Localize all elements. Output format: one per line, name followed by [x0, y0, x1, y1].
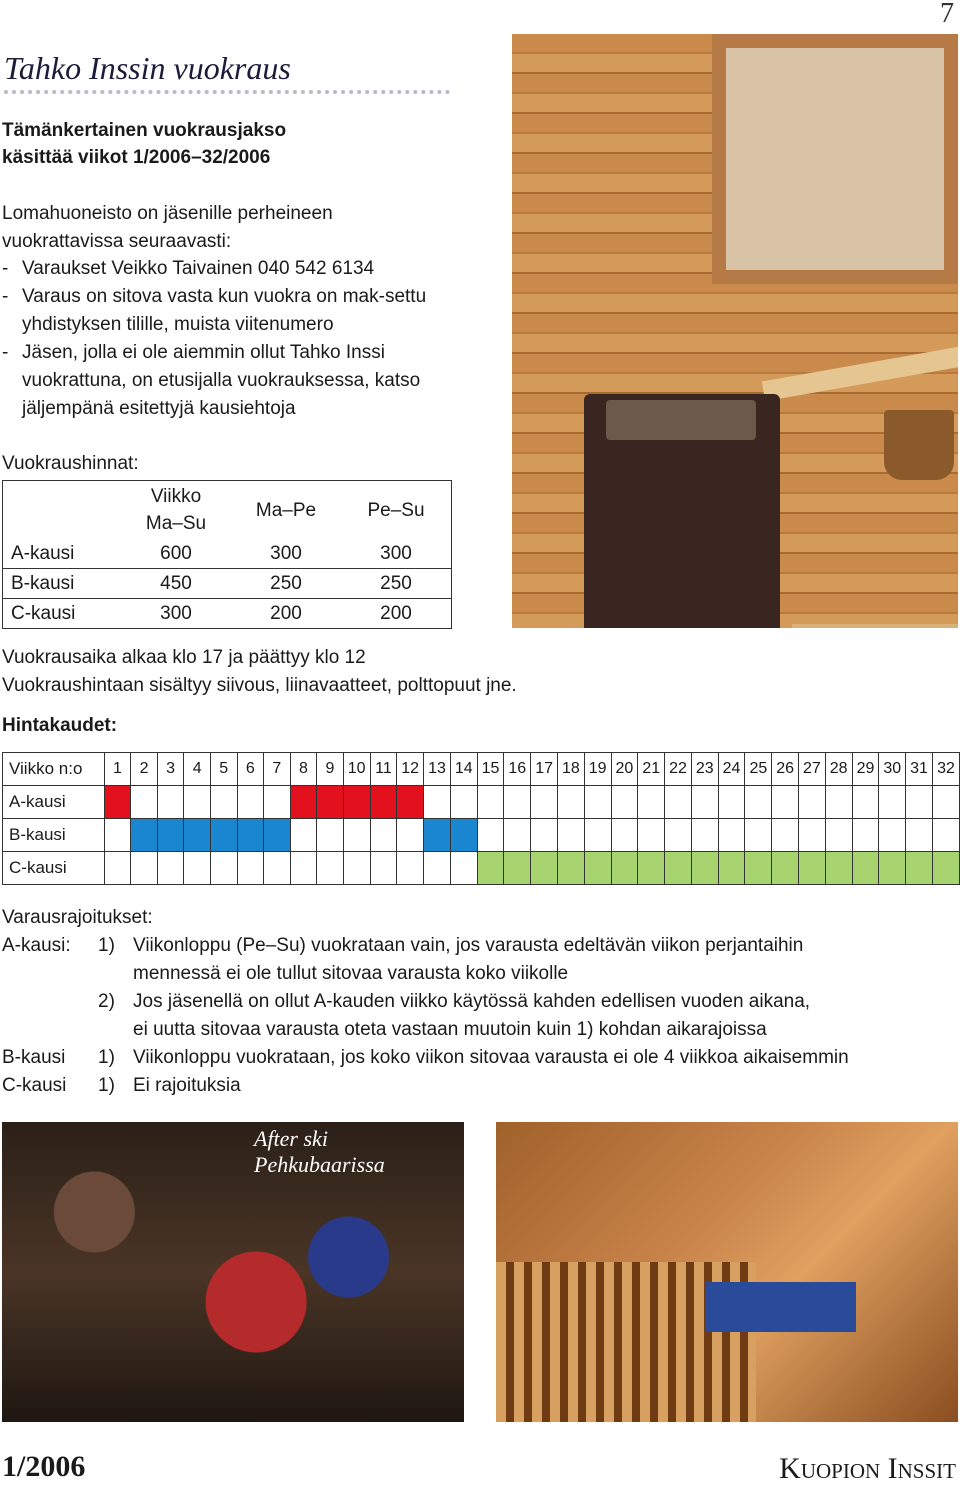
season-cell — [932, 819, 959, 852]
week-number: 20 — [611, 753, 638, 786]
sauna-bench-rail — [762, 347, 958, 401]
season-cell — [852, 852, 879, 885]
season-cell — [584, 786, 611, 819]
season-cell — [157, 852, 184, 885]
week-number: 6 — [237, 753, 264, 786]
week-number: 1 — [104, 753, 131, 786]
restriction-row: C-kausi 1) Ei rajoituksia — [2, 1075, 241, 1096]
season-cell — [611, 852, 638, 885]
season-cell — [611, 786, 638, 819]
price-table — [2, 480, 452, 629]
week-number: 2 — [131, 753, 158, 786]
week-number: 14 — [450, 753, 477, 786]
season-cell — [184, 786, 211, 819]
intro-text — [2, 117, 286, 171]
week-number: 29 — [852, 753, 879, 786]
season-cell — [799, 786, 826, 819]
week-number: 19 — [584, 753, 611, 786]
season-cell — [450, 786, 477, 819]
season-cell — [825, 852, 852, 885]
publication-name: Kuopion Inssit — [779, 1452, 956, 1485]
season-cell — [691, 786, 718, 819]
season-cell — [264, 852, 291, 885]
season-cell — [237, 852, 264, 885]
restrictions-heading: Varausrajoitukset: — [2, 907, 153, 928]
seasons-heading: Hintakaudet: — [2, 715, 118, 736]
season-cell — [531, 852, 558, 885]
season-cell — [210, 819, 237, 852]
week-number: 31 — [906, 753, 933, 786]
season-cell — [745, 786, 772, 819]
sauna-photo — [512, 34, 958, 628]
season-cell — [237, 819, 264, 852]
restriction-row: ei uutta sitovaa varausta oteta vastaan muutoin kuin 1) kohdan aikarajoissa — [133, 1019, 767, 1040]
restriction-row: B-kausi 1) Viikonloppu vuokrataan, jos koko viikon sitovaa varausta ei ole 4 viikkoa aikaisemmin — [2, 1047, 849, 1068]
season-label: C-kausi — [3, 852, 105, 885]
week-number: 27 — [799, 753, 826, 786]
season-cell — [665, 819, 692, 852]
notes-line: Vuokrausaika alkaa klo 17 ja päättyy klo 12 — [2, 647, 366, 668]
season-cell — [184, 852, 211, 885]
header-pesu: Pe–Su — [341, 481, 452, 540]
week-number: 23 — [691, 753, 718, 786]
price-table-header — [3, 481, 452, 540]
season-cell — [210, 786, 237, 819]
season-cell — [531, 786, 558, 819]
week-number: 24 — [718, 753, 745, 786]
season-cell — [772, 786, 799, 819]
sauna-stove-top — [606, 400, 756, 440]
season-cell — [504, 786, 531, 819]
season-cell — [879, 786, 906, 819]
season-cell — [264, 786, 291, 819]
attic-photo — [496, 1122, 958, 1422]
season-cell — [504, 852, 531, 885]
week-number: 26 — [772, 753, 799, 786]
season-cell — [157, 786, 184, 819]
week-number: 28 — [825, 753, 852, 786]
intro-line: Tämänkertainen vuokrausjakso — [2, 120, 287, 141]
header-mape: Ma–Pe — [231, 481, 341, 540]
season-cell — [638, 786, 665, 819]
season-cell — [852, 786, 879, 819]
season-cell — [370, 819, 397, 852]
season-cell — [772, 852, 799, 885]
week-number: 11 — [370, 753, 397, 786]
season-cell — [370, 852, 397, 885]
season-cell — [906, 852, 933, 885]
season-cell — [104, 819, 131, 852]
rental-intro — [2, 200, 333, 256]
season-cell — [424, 819, 451, 852]
season-cell — [718, 786, 745, 819]
title-divider — [4, 90, 450, 94]
season-cell — [343, 852, 370, 885]
week-number: 32 — [932, 753, 959, 786]
week-number: 16 — [504, 753, 531, 786]
season-cell — [290, 819, 317, 852]
season-cell — [104, 786, 131, 819]
season-cell — [264, 819, 291, 852]
season-cell — [932, 786, 959, 819]
week-number: 18 — [557, 753, 584, 786]
season-cell — [397, 819, 424, 852]
season-cell — [611, 819, 638, 852]
week-label: Viikko n:o — [3, 753, 105, 786]
intro-line: käsittää viikot 1/2006–32/2006 — [2, 147, 271, 168]
header-week: Viikko Ma–Su — [121, 481, 231, 540]
season-row — [3, 852, 960, 885]
season-cell — [504, 819, 531, 852]
week-number: 13 — [424, 753, 451, 786]
season-cell — [799, 819, 826, 852]
restrictions — [2, 904, 952, 1100]
season-header-row — [3, 753, 960, 786]
page-title: Tahko Inssin vuokraus — [4, 50, 291, 86]
season-cell — [932, 852, 959, 885]
season-cell — [531, 819, 558, 852]
season-cell — [477, 786, 504, 819]
rental-line: vuokrattavissa seuraavasti: — [2, 231, 232, 252]
restriction-row: A-kausi: 1) Viikonloppu (Pe–Su) vuokrataan vain, jos varausta edeltävän viikon perjantaihin — [2, 935, 804, 956]
season-cell — [852, 819, 879, 852]
season-cell — [906, 819, 933, 852]
table-row: A-kausi 600 300 300 — [3, 539, 452, 569]
sauna-window — [712, 34, 958, 284]
season-cell — [557, 819, 584, 852]
season-cell — [584, 819, 611, 852]
season-cell — [131, 852, 158, 885]
week-number: 10 — [343, 753, 370, 786]
week-number: 25 — [745, 753, 772, 786]
season-cell — [343, 786, 370, 819]
season-cell — [799, 852, 826, 885]
season-cell — [879, 852, 906, 885]
week-number: 7 — [264, 753, 291, 786]
week-number: 12 — [397, 753, 424, 786]
week-number: 17 — [531, 753, 558, 786]
season-cell — [184, 819, 211, 852]
season-cell — [370, 786, 397, 819]
restriction-row: 2) Jos jäsenellä on ollut A-kauden viikko käytössä kahden edellisen vuoden aikana, — [98, 991, 811, 1012]
week-number: 15 — [477, 753, 504, 786]
week-number: 30 — [879, 753, 906, 786]
rental-line: Lomahuoneisto on jäsenille perheineen — [2, 203, 333, 224]
season-cell — [424, 786, 451, 819]
season-cell — [691, 819, 718, 852]
sauna-bucket — [884, 410, 954, 480]
list-item: - Jäsen, jolla ei ole aiemmin ollut Tahko Inssi vuokrattuna, on etusijalla vuokrauksessa, katso jäljempänä esitettyjä kausiehtoja — [2, 342, 421, 419]
week-number: 21 — [638, 753, 665, 786]
prices-heading: Vuokraushinnat: — [2, 453, 139, 474]
table-row: B-kausi 450 250 250 — [3, 569, 452, 599]
season-cell — [665, 786, 692, 819]
season-cell — [718, 852, 745, 885]
notes-line: Vuokraushintaan sisältyy siivous, liinavaatteet, polttopuut jne. — [2, 675, 517, 696]
photo-caption: After ski Pehkubaarissa — [254, 1126, 385, 1177]
attic-bed — [706, 1282, 856, 1332]
season-cell — [825, 786, 852, 819]
restriction-row: mennessä ei ole tullut sitovaa varausta koko viikolle — [133, 963, 569, 984]
week-number: 9 — [317, 753, 344, 786]
season-row — [3, 819, 960, 852]
sauna-bench — [792, 624, 958, 628]
season-cell — [104, 852, 131, 885]
page-number: 7 — [940, 0, 954, 29]
list-item: - Varaus on sitova vasta kun vuokra on mak-settu yhdistyksen tilille, muista viitenumero — [2, 286, 427, 335]
week-number: 22 — [665, 753, 692, 786]
season-cell — [745, 852, 772, 885]
season-cell — [157, 819, 184, 852]
season-cell — [718, 819, 745, 852]
season-cell — [638, 819, 665, 852]
season-cell — [290, 786, 317, 819]
season-table — [2, 752, 960, 885]
season-cell — [825, 819, 852, 852]
season-cell — [745, 819, 772, 852]
season-cell — [638, 852, 665, 885]
season-cell — [557, 852, 584, 885]
season-label: A-kausi — [3, 786, 105, 819]
season-cell — [343, 819, 370, 852]
week-number: 5 — [210, 753, 237, 786]
season-cell — [317, 852, 344, 885]
season-row — [3, 786, 960, 819]
season-cell — [879, 819, 906, 852]
season-cell — [210, 852, 237, 885]
season-cell — [424, 852, 451, 885]
season-cell — [691, 852, 718, 885]
season-cell — [317, 819, 344, 852]
season-cell — [317, 786, 344, 819]
season-cell — [397, 786, 424, 819]
season-cell — [450, 852, 477, 885]
rental-notes — [2, 644, 517, 700]
season-cell — [665, 852, 692, 885]
season-cell — [557, 786, 584, 819]
season-cell — [290, 852, 317, 885]
season-cell — [131, 786, 158, 819]
after-ski-photo — [2, 1122, 464, 1422]
season-cell — [477, 819, 504, 852]
season-label: B-kausi — [3, 819, 105, 852]
week-number: 4 — [184, 753, 211, 786]
week-number: 8 — [290, 753, 317, 786]
season-cell — [131, 819, 158, 852]
season-cell — [397, 852, 424, 885]
table-row: C-kausi 300 200 200 — [3, 599, 452, 629]
season-cell — [477, 852, 504, 885]
season-cell — [772, 819, 799, 852]
rental-list — [2, 255, 432, 423]
season-cell — [237, 786, 264, 819]
season-cell — [906, 786, 933, 819]
list-item: - Varaukset Veikko Taivainen 040 542 6134 — [2, 258, 375, 279]
issue-number: 1/2006 — [2, 1450, 86, 1483]
season-cell — [584, 852, 611, 885]
season-cell — [450, 819, 477, 852]
week-number: 3 — [157, 753, 184, 786]
